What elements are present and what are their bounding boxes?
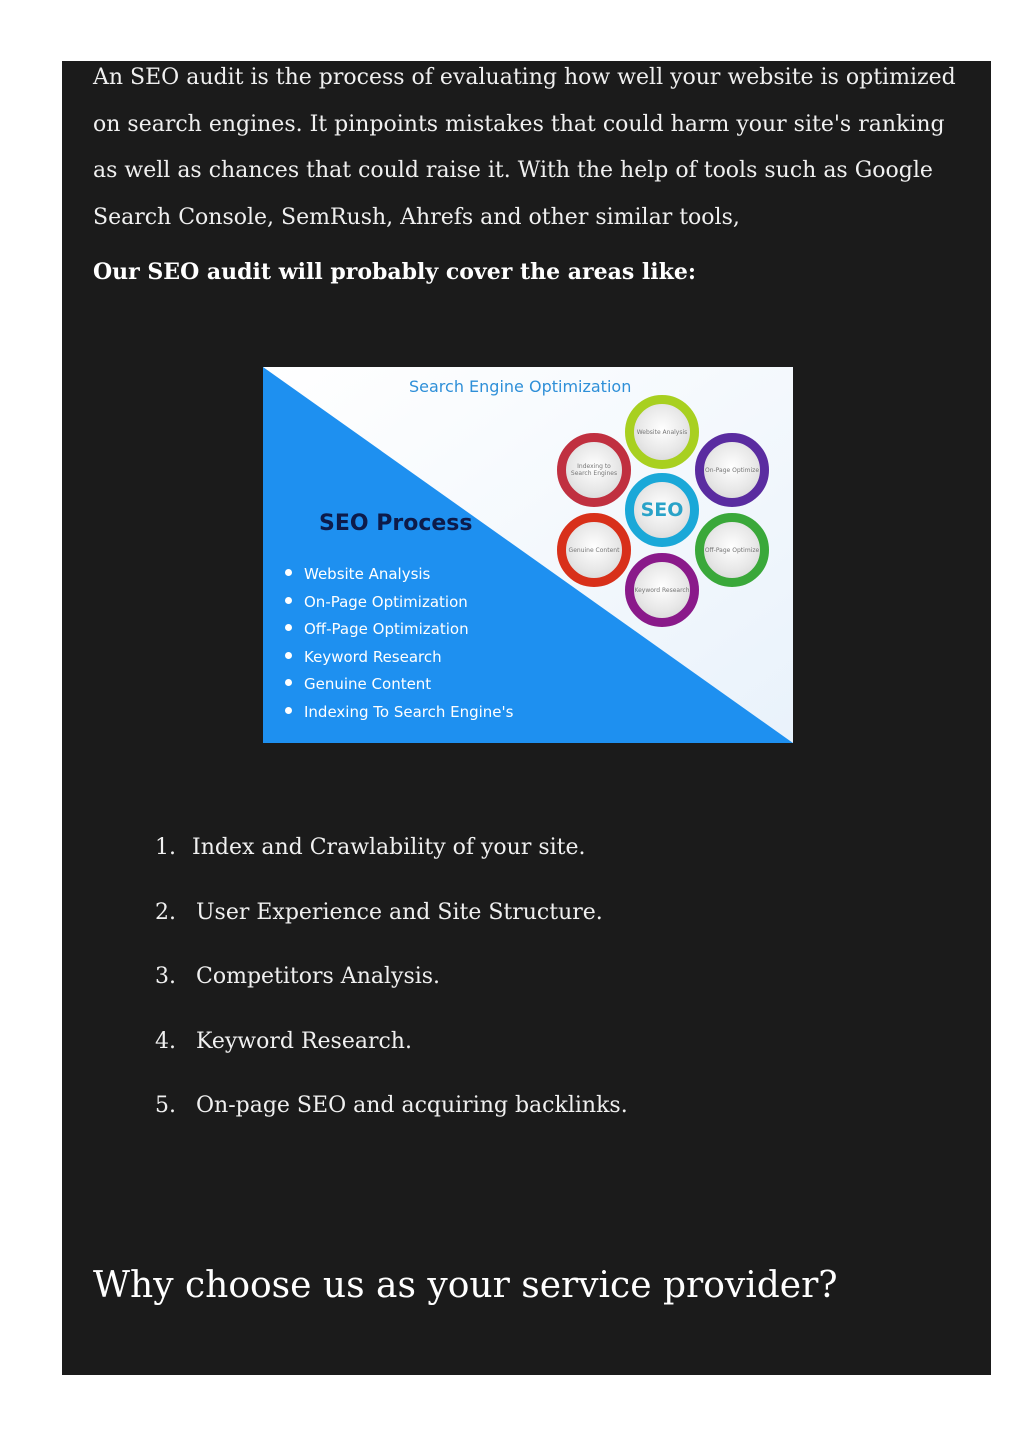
bullet-dot-icon bbox=[285, 679, 292, 686]
why-choose-us-heading: Why choose us as your service provider? bbox=[93, 1265, 838, 1306]
ring-bottom: Keyword Research bbox=[625, 553, 699, 627]
list-item: 3. Competitors Analysis. bbox=[155, 964, 441, 989]
ring-top: Website Analysis bbox=[625, 395, 699, 469]
ring-lower-right: Off-Page Optimize bbox=[695, 513, 769, 587]
figure-bullet: Indexing To Search Engine's bbox=[285, 699, 513, 727]
bullet-dot-icon bbox=[285, 569, 292, 576]
figure-bullet: Keyword Research bbox=[285, 644, 513, 672]
audit-areas-list bbox=[155, 826, 628, 1149]
list-item: 2. User Experience and Site Structure. bbox=[155, 899, 603, 925]
cover-heading: Our SEO audit will probably cover the areas like: bbox=[93, 259, 696, 285]
bullet-dot-icon bbox=[285, 707, 292, 714]
intro-paragraph: An SEO audit is the process of evaluating how well your website is optimized on search engines. It pinpoints mistakes that could harm your site's ranking as well as chances that could raise it. With the help of tools such as Google Search Console, SemRush, Ahrefs and other similar tools, bbox=[93, 65, 956, 230]
content-panel bbox=[62, 61, 991, 1375]
figure-bullet-list bbox=[285, 561, 513, 726]
figure-heading: SEO Process bbox=[319, 511, 473, 536]
ring-upper-right: On-Page Optimize bbox=[695, 433, 769, 507]
figure-bullet: Off-Page Optimization bbox=[285, 616, 513, 644]
ring-lower-left: Genuine Content bbox=[557, 513, 631, 587]
ring-center-seo: SEO bbox=[625, 473, 699, 547]
ring-upper-left: Indexing to Search Engines bbox=[557, 433, 631, 507]
list-item: 1. Index and Crawlability of your site. bbox=[155, 835, 586, 860]
list-item: 5. On-page SEO and acquiring backlinks. bbox=[155, 1093, 628, 1118]
bullet-dot-icon bbox=[285, 624, 292, 631]
bullet-dot-icon bbox=[285, 652, 292, 659]
figure-bullet: Website Analysis bbox=[285, 561, 513, 589]
list-item: 4. Keyword Research. bbox=[155, 1028, 412, 1054]
figure-bullet: On-Page Optimization bbox=[285, 589, 513, 617]
figure-bullet: Genuine Content bbox=[285, 671, 513, 699]
figure-title: Search Engine Optimization bbox=[409, 377, 632, 396]
bullet-dot-icon bbox=[285, 597, 292, 604]
seo-process-image bbox=[263, 367, 793, 743]
